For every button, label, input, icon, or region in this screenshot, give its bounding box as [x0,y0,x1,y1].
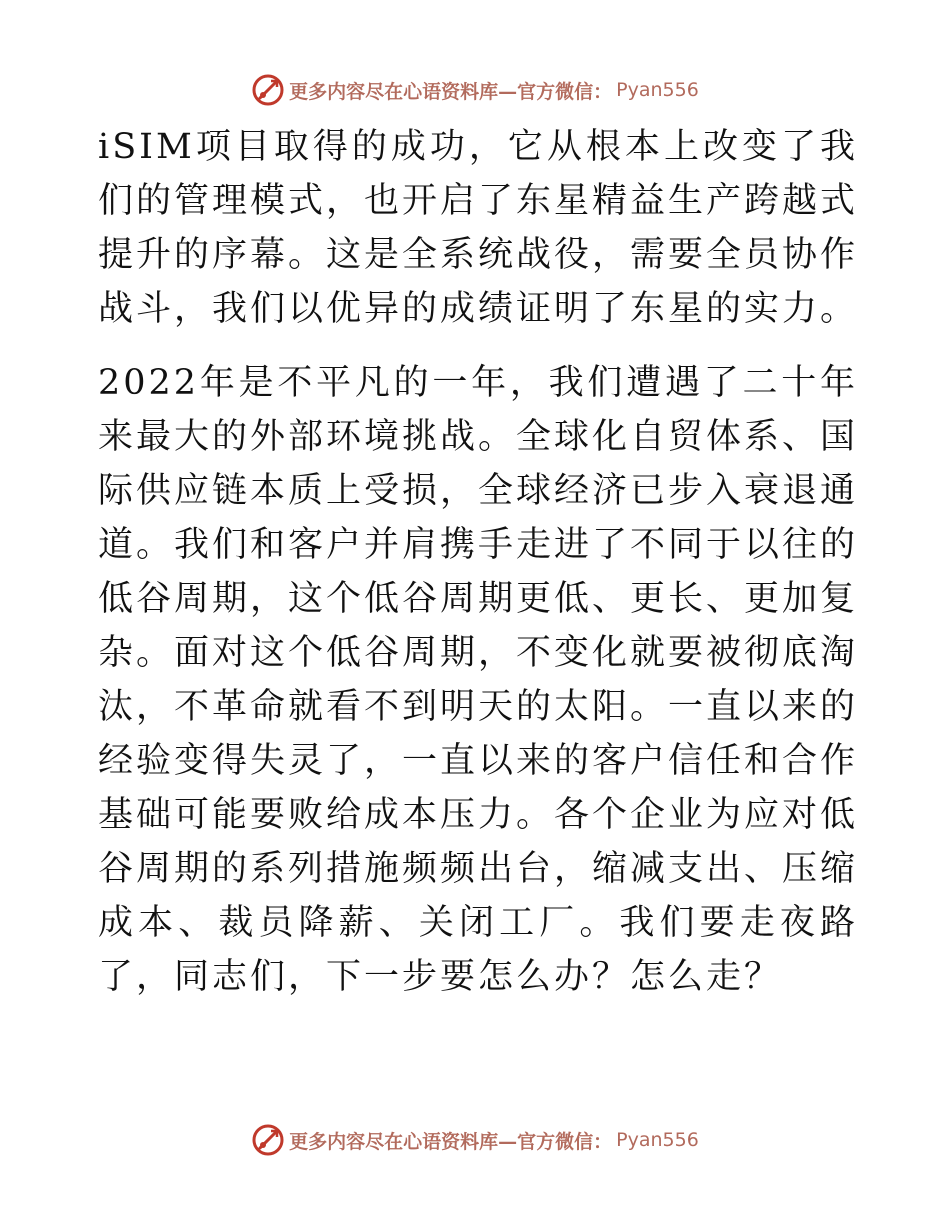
footer-banner-text: 更多内容尽在心语资料库—官方微信： [289,1130,613,1153]
header-wechat-id: Pyan556 [616,79,699,101]
header-banner-text: 更多内容尽在心语资料库—官方微信： [289,80,613,103]
footer-wechat-id: Pyan556 [616,1129,699,1151]
footer-banner [0,1120,950,1160]
brand-logo-icon [251,1123,285,1157]
header-banner [0,70,950,110]
document-body [98,120,858,1004]
paragraph-1: iSIM项目取得的成功，它从根本上改变了我们的管理模式，也开启了东星精益生产跨越式提升的序幕。这是全系统战役，需要全员协作战斗，我们以优异的成绩证明了东星的实力。 [98,127,859,329]
brand-logo-icon [251,73,285,107]
paragraph-2: 2022年是不平凡的一年，我们遭遇了二十年来最大的外部环境挑战。全球化自贸体系、国际供应链本质上受损，全球经济已步入衰退通道。我们和客户并肩携手走进了不同于以往的低谷周期，这个低谷周期更低、更长、更加复杂。面对这个低谷周期，不变化就要被彻底淘汰，不革命就看不到明天的太阳。一直以来的经验变得失灵了，一直以来的客户信任和合作基础可能要败给成本压力。各个企业为应对低谷周期的系列措施频频出台，缩减支出、压缩成本、裁员降薪、关闭工厂。我们要走夜路了，同志们，下一步要怎么办？怎么走？ [98,363,859,997]
